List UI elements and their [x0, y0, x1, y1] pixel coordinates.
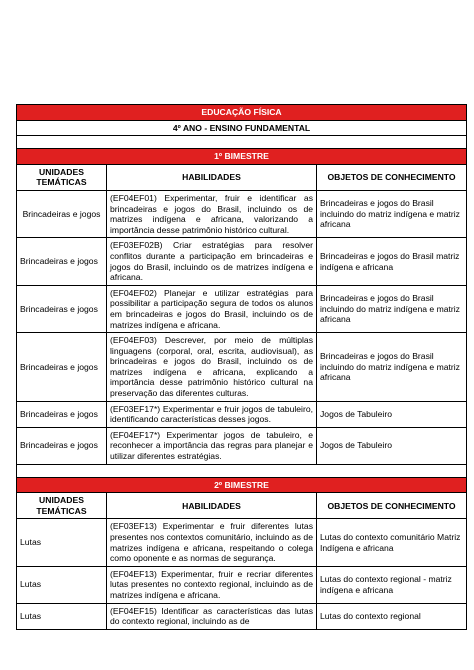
unit-cell: Brincadeiras e jogos [17, 190, 107, 237]
object-cell: Jogos de Tabuleiro [317, 401, 467, 427]
unit-cell: Lutas [17, 566, 107, 603]
table-row [17, 285, 467, 332]
unit-cell: Brincadeiras e jogos [17, 333, 107, 402]
unit-cell: Brincadeiras e jogos [17, 238, 107, 285]
skill-cell: (EF04EF17*) Experimentar jogos de tabuleiro, e reconhecer a importância das regras para planejar e utilizar diferentes estratégias. [107, 427, 317, 464]
object-cell: Lutas do contexto comunitário Matriz Indígena e africana [317, 519, 467, 566]
skill-cell: (EF04EF01) Experimentar, fruir e identificar as brincadeiras e jogos do Brasil, incluindo os de matrizes indígena e africana, valorizando a importância desse patrimônio histórico cultural. [107, 190, 317, 237]
table-row [17, 238, 467, 285]
unit-cell: Brincadeiras e jogos [17, 401, 107, 427]
object-cell: Brincadeiras e jogos do Brasil matriz indígena e africana [317, 238, 467, 285]
skill-cell: (EF04EF02) Planejar e utilizar estratégias para possibilitar a participação segura de todos os alunos em brincadeiras e jogos do Brasil, incluindo os de matrizes indígena e africana. [107, 285, 317, 332]
object-cell: Lutas do contexto regional [317, 603, 467, 629]
column-header-row-2 [17, 493, 467, 519]
grade-title: 4º ANO - ENSINO FUNDAMENTAL [17, 120, 467, 136]
object-cell: Jogos de Tabuleiro [317, 427, 467, 464]
header-objects: OBJETOS DE CONHECIMENTO [317, 493, 467, 519]
table-row [17, 190, 467, 237]
unit-cell: Brincadeiras e jogos [17, 427, 107, 464]
skill-cell: (EF04EF15) Identificar as características das lutas do contexto regional, incluindo as de [107, 603, 317, 629]
bimester-2-row [17, 477, 467, 493]
header-units: UNIDADES TEMÁTICAS [17, 164, 107, 190]
table-row [17, 333, 467, 402]
header-objects: OBJETOS DE CONHECIMENTO [317, 164, 467, 190]
bimester-2-title: 2º BIMESTRE [17, 477, 467, 493]
bimester-1-row [17, 149, 467, 165]
column-header-row-1 [17, 164, 467, 190]
subject-header-row [17, 105, 467, 121]
subject-title: EDUCAÇÃO FÍSICA [17, 105, 467, 121]
unit-cell: Lutas [17, 519, 107, 566]
header-units: UNIDADES TEMÁTICAS [17, 493, 107, 519]
header-skills: HABILIDADES [107, 493, 317, 519]
spacer-row [17, 136, 467, 149]
skill-cell: (EF04EF03) Descrever, por meio de múltiplas linguagens (corporal, oral, escrita, audiovisual), as brincadeiras e jogos do Brasil, incluindo os de matrizes indígena e africana, explicando a importância desse patrimônio histórico cultural na preservação das diferentes culturas. [107, 333, 317, 402]
skill-cell: (EF03EF17*) Experimentar e fruir jogos de tabuleiro, identificando características desses jogos. [107, 401, 317, 427]
table-row [17, 519, 467, 566]
table-row [17, 603, 467, 629]
spacer-row [17, 464, 467, 477]
table-row [17, 427, 467, 464]
grade-header-row [17, 120, 467, 136]
object-cell: Brincadeiras e jogos do Brasil incluindo do matriz indígena e matriz africana [317, 333, 467, 402]
object-cell: Brincadeiras e jogos do Brasil incluindo do matriz indígena e matriz africana [317, 190, 467, 237]
bimester-1-title: 1º BIMESTRE [17, 149, 467, 165]
unit-cell: Brincadeiras e jogos [17, 285, 107, 332]
curriculum-table [16, 104, 467, 630]
unit-cell: Lutas [17, 603, 107, 629]
table-row [17, 566, 467, 603]
object-cell: Lutas do contexto regional - matriz indígena e africana [317, 566, 467, 603]
skill-cell: (EF03EF13) Experimentar e fruir diferentes lutas presentes nos contextos comunitário, incluindo as de matrizes indígena e africana, respeitando o colega como oponente e as normas de segurança. [107, 519, 317, 566]
skill-cell: (EF03EF02B) Criar estratégias para resolver conflitos durante a participação em brincadeiras e jogos do Brasil, incluindo os de matrizes indígena e africana. [107, 238, 317, 285]
header-skills: HABILIDADES [107, 164, 317, 190]
skill-cell: (EF04EF13) Experimentar, fruir e recriar diferentes lutas presentes no contexto regional, incluindo as de matrizes indígena e africana. [107, 566, 317, 603]
table-row [17, 401, 467, 427]
object-cell: Brincadeiras e jogos do Brasil incluindo do matriz indígena e matriz africana [317, 285, 467, 332]
